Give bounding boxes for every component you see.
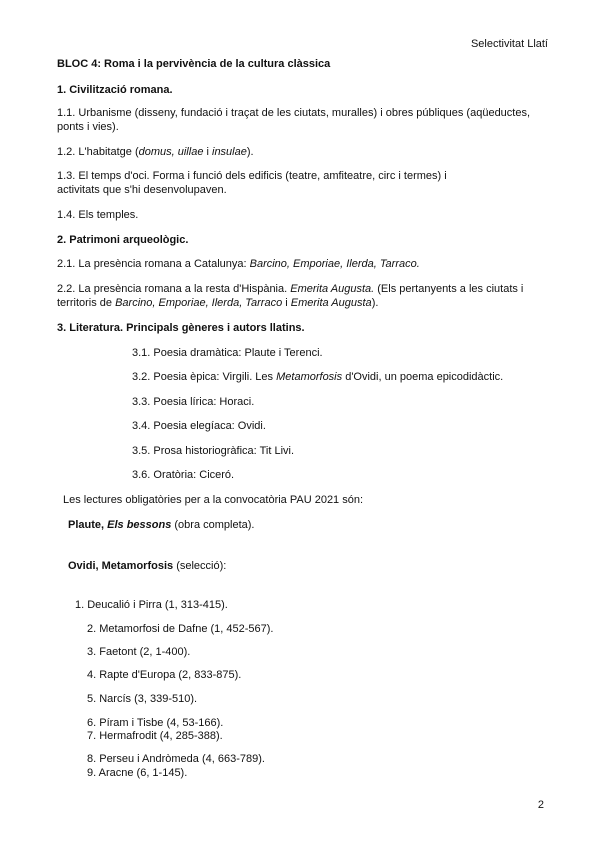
section1-item2-insulae: insulae [212, 146, 247, 158]
section1-item2-mid: i [203, 146, 212, 158]
section3-item2-em: Metamorfosis [276, 371, 343, 383]
section3-item3: 3.3. Poesia lírica: Horaci. [132, 396, 255, 408]
reading-item-1: 1. Deucalió i Pirra (1, 313-415). [75, 599, 228, 611]
readings-plaute-work: Els bessons [107, 519, 172, 531]
header-title: Selectivitat Llatí [470, 38, 548, 50]
readings-plaute [68, 518, 254, 532]
reading-item-6: 6. Píram i Tisbe (4, 53-166). [87, 717, 224, 729]
section2-item2-line2-em: Emerita Augusta [290, 297, 372, 309]
reading-item-9: 9. Aracne (6, 1-145). [87, 767, 188, 779]
section1-item3-line2: activitats que s'hi desenvolupaven. [57, 184, 227, 196]
section3-item1: 3.1. Poesia dramàtica: Plaute i Terenci. [132, 347, 323, 359]
section1-item2-uillae: uillae [177, 146, 204, 158]
section2-item2-em: Emerita Augusta. [290, 283, 375, 295]
section3-title-text: 3. Literatura. Principals gèneres i autors llatins. [57, 322, 305, 334]
section1-title [57, 83, 173, 97]
section2-title-text: 2. Patrimoni arqueològic. [57, 234, 189, 246]
section2-item2-line2-places: Barcino, Emporiae, Ilerda, Tarraco [115, 297, 283, 309]
readings-plaute-note: (obra completa). [171, 519, 255, 531]
section3-title [57, 321, 305, 335]
bloc-title-text: BLOC 4: Roma i la pervivència de la cultura clàssica [57, 58, 331, 70]
section2-item2-pre: 2.2. La presència romana a la resta d'Hispània. [57, 283, 291, 295]
section1-item2-post: ). [246, 146, 254, 158]
reading-item-7: 7. Hermafrodit (4, 285-388). [87, 730, 223, 742]
section2-title [57, 233, 188, 247]
reading-item-8: 8. Perseu i Andròmeda (4, 663-789). [87, 753, 265, 765]
readings-intro: Les lectures obligatòries per a la convocatòria PAU 2021 són: [63, 494, 364, 506]
section1-item3-line1: 1.3. El temps d'oci. Forma i funció dels edificis (teatre, amfiteatre, circ i termes) i [57, 170, 447, 182]
readings-ovidi [68, 559, 226, 573]
section3-item2-pre: 3.2. Poesia èpica: Virgili. Les [132, 371, 277, 383]
section2-item2-line2 [57, 296, 378, 310]
section1-item1-line1: 1.1. Urbanisme (disseny, fundació i traçat de les ciutats, muralles) i obres públiques (aqüeductes, [57, 107, 531, 119]
bloc-title [57, 57, 330, 71]
section2-item2-line1 [57, 282, 523, 296]
section3-item2-post: d'Ovidi, un poema epicodidàctic. [342, 371, 504, 383]
section2-item2-line2-and: i [282, 297, 291, 309]
section2-item2-post: (Els pertanyents a les ciutats i [374, 283, 524, 295]
section2-item1 [57, 257, 420, 271]
section2-item2-line2-pre: territoris de [57, 297, 116, 309]
section1-item4: 1.4. Els temples. [57, 209, 139, 221]
section1-item2-pre: 1.2. L'habitatge ( [57, 146, 139, 158]
section2-item1-pre: 2.1. La presència romana a Catalunya: [57, 258, 250, 270]
section2-item2-line2-post: ). [371, 297, 379, 309]
section3-item2 [132, 370, 503, 384]
section2-item1-places: Barcino, Emporiae, Ilerda, Tarraco. [249, 258, 420, 270]
reading-item-3: 3. Faetont (2, 1-400). [87, 646, 191, 658]
section1-title-text: 1. Civilització romana. [57, 84, 173, 96]
section1-item1-line2: ponts i vies). [57, 121, 119, 133]
section3-item4: 3.4. Poesia elegíaca: Ovidi. [132, 420, 266, 432]
section1-item2-domus: domus, [138, 146, 175, 158]
section1-item2 [57, 145, 254, 159]
reading-item-2: 2. Metamorfosi de Dafne (1, 452-567). [87, 623, 274, 635]
section3-item6: 3.6. Oratòria: Ciceró. [132, 469, 235, 481]
reading-item-5: 5. Narcís (3, 339-510). [87, 693, 198, 705]
reading-item-4: 4. Rapte d'Europa (2, 833-875). [87, 669, 242, 681]
readings-plaute-author: Plaute, [68, 519, 108, 531]
section3-item5: 3.5. Prosa historiogràfica: Tit Livi. [132, 445, 295, 457]
readings-ovidi-title: Ovidi, Metamorfosis [68, 560, 174, 572]
readings-ovidi-note: (selecció): [173, 560, 227, 572]
page-number: 2 [537, 799, 544, 811]
